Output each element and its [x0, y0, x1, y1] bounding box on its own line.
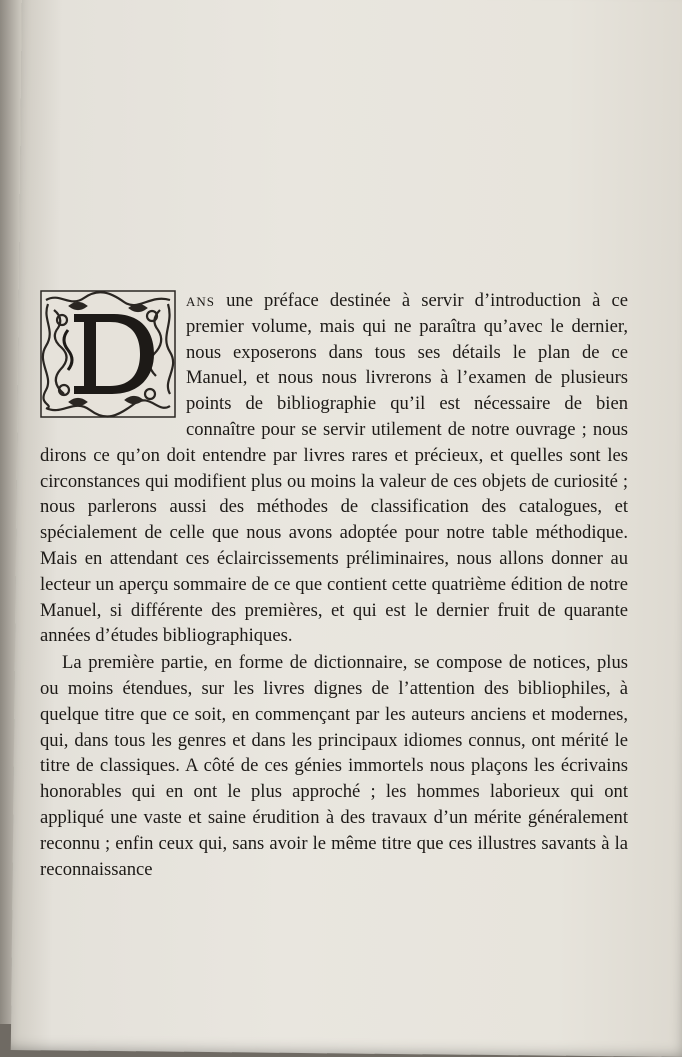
- page-text: [40, 288, 628, 882]
- paragraph-1: [40, 288, 628, 649]
- ornamental-drop-cap-icon: [40, 290, 176, 418]
- ornamental-drop-cap: [40, 290, 176, 418]
- paragraph-1-body: une préface destinée à servir d’introduction à ce premier volume, mais qui ne paraîtra qu’avec le dernier, nous exposerons dans tous ses détails le plan de ce Manuel, et nous nous livrerons à l’examen de plusieurs points de bibliographie qu’il est nécessaire de bien connaître pour se servir utilement de notre ouvrage ; nous dirons ce qu’on doit entendre par livres rares et précieux, et quelles sont les circonstances qui modifient plus ou moins la valeur de ces objets de curiosité ; nous parlerons aussi des méthodes de classification des catalogues, et spécialement de celle que nous avons adoptée pour notre table méthodique. Mais en attendant ces éclaircissements préliminaires, nous allons donner au lecteur un aperçu sommaire de ce que contient cette quatrième édition de notre Manuel, si différente des premières, et qui est le dernier fruit de quarante années d’études bibliographiques.: [40, 290, 628, 647]
- paragraph-1-lead: ans: [186, 290, 216, 311]
- paragraph-2: La première partie, en forme de dictionnaire, se compose de notices, plus ou moins étendues, sur les livres dignes de l’attention des bibliophiles, à quelque titre que ce soit, en commençant par les auteurs anciens et modernes, qui, dans tous les genres et dans les principaux idiomes connus, ont mérité le titre de classiques. A côté de ces génies immortels nous plaçons les écrivains honorables qui en ont le plus approché ; les hommes laborieux qui ont appliqué une vaste et saine érudition à des travaux d’un mérite généralement reconnu ; enfin ceux qui, sans avoir le même titre que ces illustres savants à la reconnaissance: [40, 652, 628, 880]
